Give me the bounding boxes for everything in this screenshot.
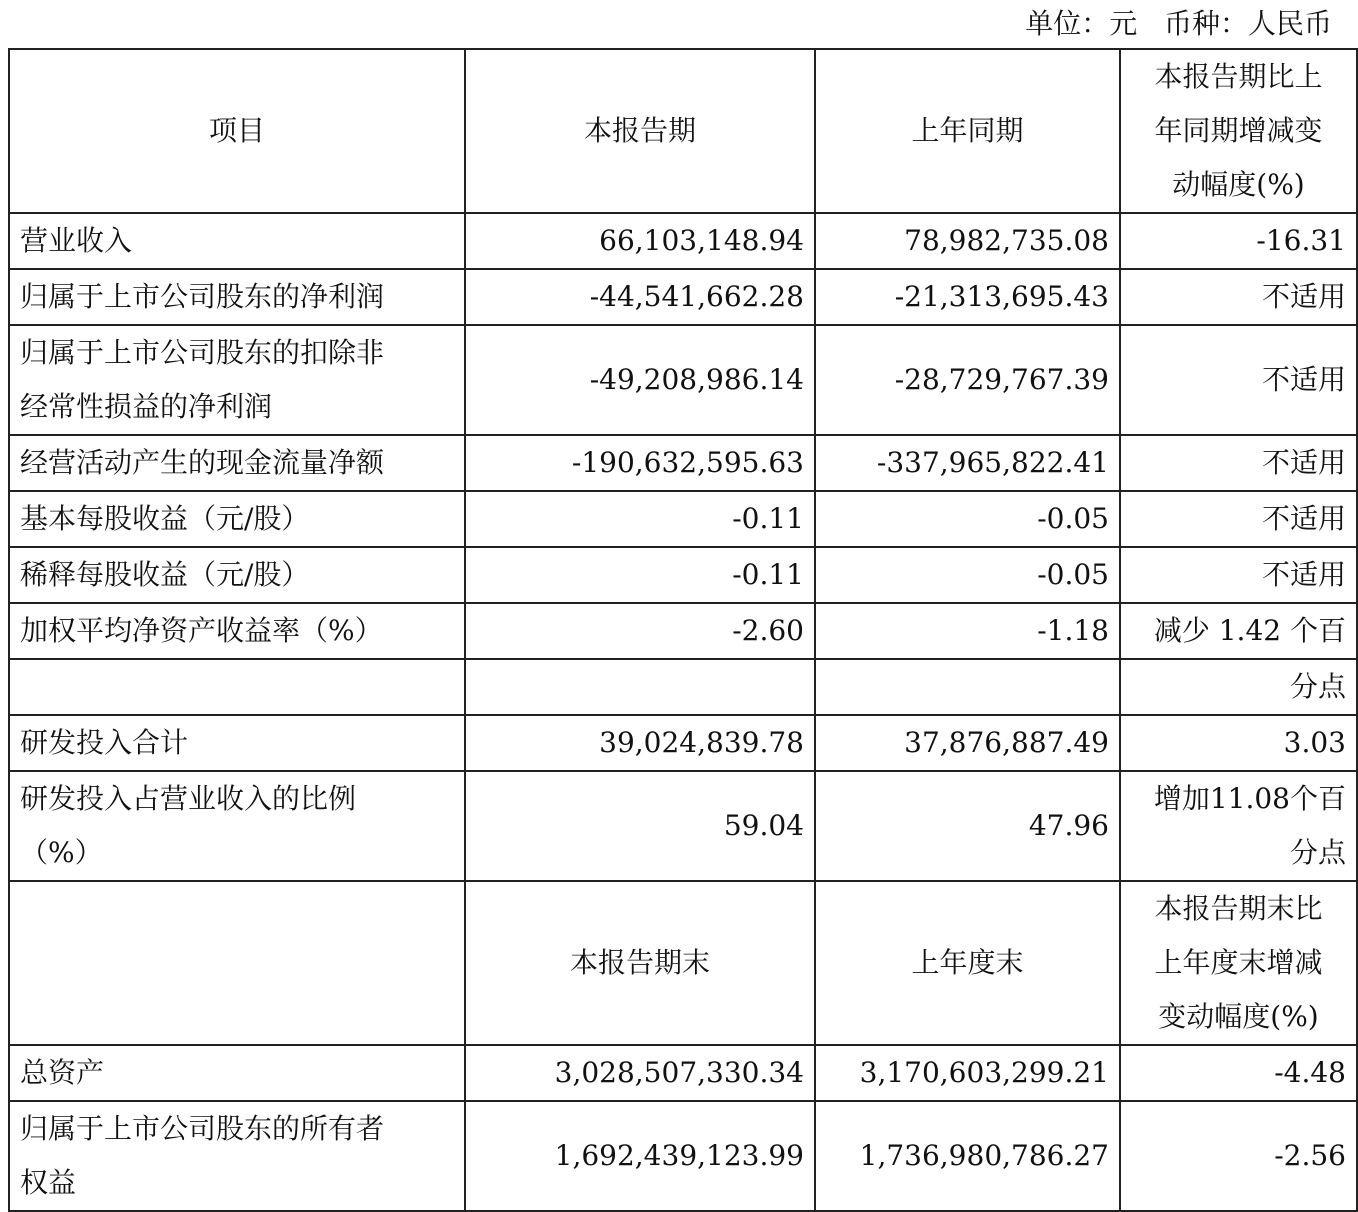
row-label: 总资产 bbox=[9, 1045, 465, 1101]
row-change: -16.31 bbox=[1120, 213, 1357, 269]
subheader-prior-year-end: 上年度末 bbox=[815, 881, 1120, 1045]
table-header-row bbox=[9, 49, 1357, 213]
row-current: -0.11 bbox=[465, 547, 815, 603]
subheader-item-empty bbox=[9, 881, 465, 1045]
row-label: 归属于上市公司股东的净利润 bbox=[9, 269, 465, 325]
row-label bbox=[9, 771, 465, 881]
table-row bbox=[9, 325, 1357, 435]
row-label-empty bbox=[9, 659, 465, 715]
row-current: -2.60 bbox=[465, 603, 815, 659]
unit-currency-note: 单位：元 币种：人民币 bbox=[1025, 7, 1332, 40]
row-label bbox=[9, 325, 465, 435]
row-label: 营业收入 bbox=[9, 213, 465, 269]
row-prior: -337,965,822.41 bbox=[815, 435, 1120, 491]
row-change: 减少 1.42 个百 bbox=[1120, 603, 1357, 659]
table-row bbox=[9, 269, 1357, 325]
row-current: -49,208,986.14 bbox=[465, 325, 815, 435]
header-current-period: 本报告期 bbox=[465, 49, 815, 213]
row-prior: 78,982,735.08 bbox=[815, 213, 1120, 269]
row-label-line: 归属于上市公司股东的所有者 bbox=[20, 1112, 385, 1145]
row-change-line: 分点 bbox=[1289, 836, 1346, 869]
row-prior: -28,729,767.39 bbox=[815, 325, 1120, 435]
header-change bbox=[1120, 49, 1357, 213]
row-label-line: 研发投入占营业收入的比例 bbox=[20, 782, 357, 815]
table-row bbox=[9, 715, 1357, 771]
header-change-line: 动幅度(%) bbox=[1172, 168, 1305, 201]
row-prior: 47.96 bbox=[815, 771, 1120, 881]
row-prior: 37,876,887.49 bbox=[815, 715, 1120, 771]
row-current: 59.04 bbox=[465, 771, 815, 881]
row-label: 经营活动产生的现金流量净额 bbox=[9, 435, 465, 491]
row-change: 不适用 bbox=[1120, 435, 1357, 491]
row-label: 基本每股收益（元/股） bbox=[9, 491, 465, 547]
row-change: -2.56 bbox=[1120, 1101, 1357, 1211]
table-subheader-row bbox=[9, 881, 1357, 1045]
row-current-empty bbox=[465, 659, 815, 715]
financial-summary-table bbox=[8, 48, 1358, 1212]
row-label: 稀释每股收益（元/股） bbox=[9, 547, 465, 603]
row-current: 3,028,507,330.34 bbox=[465, 1045, 815, 1101]
row-label: 研发投入合计 bbox=[9, 715, 465, 771]
table-row bbox=[9, 1045, 1357, 1101]
row-current: 1,692,439,123.99 bbox=[465, 1101, 815, 1211]
row-change: 不适用 bbox=[1120, 325, 1357, 435]
row-current: -190,632,595.63 bbox=[465, 435, 815, 491]
row-label-line: （%） bbox=[20, 836, 103, 869]
header-change-line: 本报告期比上 bbox=[1154, 60, 1323, 93]
row-change-line: 增加11.08个百 bbox=[1153, 782, 1346, 815]
table-row bbox=[9, 1101, 1357, 1211]
table-row bbox=[9, 547, 1357, 603]
subheader-current-period-end: 本报告期末 bbox=[465, 881, 815, 1045]
subheader-change-line: 变动幅度(%) bbox=[1158, 1000, 1319, 1033]
subheader-change-line: 本报告期末比 bbox=[1154, 892, 1323, 925]
row-prior: -1.18 bbox=[815, 603, 1120, 659]
row-change: 不适用 bbox=[1120, 547, 1357, 603]
row-label: 加权平均净资产收益率（%） bbox=[9, 603, 465, 659]
subheader-change bbox=[1120, 881, 1357, 1045]
row-prior: 1,736,980,786.27 bbox=[815, 1101, 1120, 1211]
row-current: -44,541,662.28 bbox=[465, 269, 815, 325]
row-label-line: 经常性损益的净利润 bbox=[20, 390, 273, 423]
row-prior: 3,170,603,299.21 bbox=[815, 1045, 1120, 1101]
row-label-line: 归属于上市公司股东的扣除非 bbox=[20, 336, 385, 369]
subheader-change-line: 上年度末增减 bbox=[1154, 946, 1323, 979]
row-prior: -21,313,695.43 bbox=[815, 269, 1120, 325]
table-row bbox=[9, 491, 1357, 547]
row-change: 不适用 bbox=[1120, 269, 1357, 325]
header-item: 项目 bbox=[9, 49, 465, 213]
row-current: 39,024,839.78 bbox=[465, 715, 815, 771]
table-row-continuation bbox=[9, 659, 1357, 715]
row-label bbox=[9, 1101, 465, 1211]
row-change: 3.03 bbox=[1120, 715, 1357, 771]
table-row bbox=[9, 771, 1357, 881]
header-change-line: 年同期增减变 bbox=[1154, 114, 1323, 147]
row-prior: -0.05 bbox=[815, 491, 1120, 547]
row-label-line: 权益 bbox=[20, 1166, 77, 1199]
table-row bbox=[9, 435, 1357, 491]
row-prior: -0.05 bbox=[815, 547, 1120, 603]
header-prior-period: 上年同期 bbox=[815, 49, 1120, 213]
row-change: 不适用 bbox=[1120, 491, 1357, 547]
table-row bbox=[9, 213, 1357, 269]
row-change: -4.48 bbox=[1120, 1045, 1357, 1101]
row-change-continued: 分点 bbox=[1120, 659, 1357, 715]
row-current: 66,103,148.94 bbox=[465, 213, 815, 269]
row-current: -0.11 bbox=[465, 491, 815, 547]
row-prior-empty bbox=[815, 659, 1120, 715]
table-row bbox=[9, 603, 1357, 659]
row-change bbox=[1120, 771, 1357, 881]
